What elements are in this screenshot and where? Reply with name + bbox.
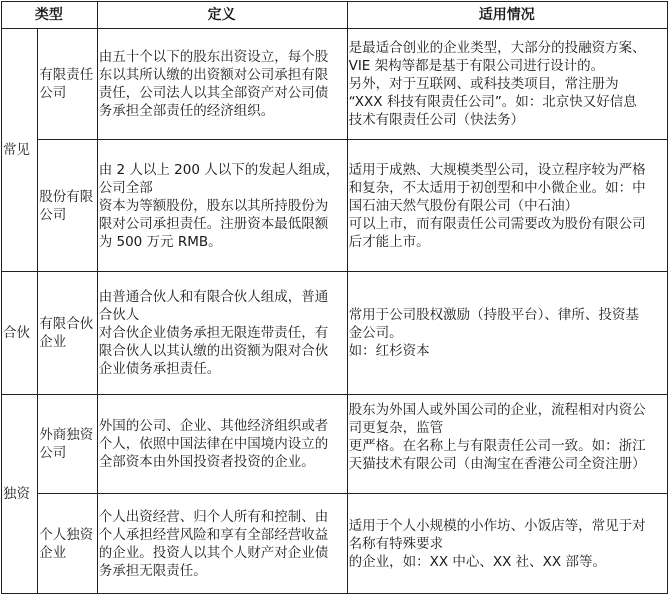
application-cell: 适用于个人小规模的小作坊、小饭店等，常见于对 名称有特殊要求 的企业，如：XX 中心、XX 社、XX 部等。 [347,494,667,594]
definition-cell: 个人出资经营、归个人所有和控制、由 个人承担经营风险和享有全部经营收益 的企业。投资人以其个人财产对企业债 务承担无限责任。 [97,494,347,594]
header-definition: 定义 [97,2,347,29]
definition-cell: 由五十个以下的股东出资设立，每个股 东以其所认缴的出资额对公司承担有限 责任，公司法人以其全部资产对公司债 务承担全部责任的经济组织。 [97,29,347,140]
subtype-cell: 外商独资 公司 [38,395,97,494]
definition-cell: 由 2 人以上 200 人以下的发起人组成， 公司全部 资本为等额股份，股东以其所持股份为 限对公司承担责任。注册资本最低限额 为 500 万元 RMB。 [97,140,347,272]
application-cell: 适用于成熟、大规模类型公司，设立程序较为严格 和复杂，不太适用于初创型和中小微企业。如：中 国石油天然气股份有限公司（中石油） 可以上市，而有限责任公司需要改为股份有限公司 后才能上市。 [347,140,667,272]
subtype-cell: 个人独资 企业 [38,494,97,594]
table-row [2,29,668,140]
category-cell: 独资 [2,395,38,594]
company-types-table [1,1,668,594]
table-row [2,395,668,494]
header-type: 类型 [2,2,98,29]
definition-cell: 由普通合伙人和有限合伙人组成，普通 合伙人 对合伙企业债务承担无限连带责任，有 限合伙人以其认缴的出资额为限对合伙 企业债务承担责任。 [97,272,347,395]
category-cell: 合伙 [2,272,38,395]
category-cell: 常见 [2,29,38,272]
application-cell: 常用于公司股权激励（持股平台）、律所、投资基 金公司。 如：红杉资本 [347,272,667,395]
subtype-cell: 有限合伙 企业 [38,272,97,395]
table-row [2,494,668,594]
header-row [2,2,668,29]
definition-cell: 外国的公司、企业、其他经济组织或者 个人，依照中国法律在中国境内设立的 全部资本由外国投资者投资的企业。 [97,395,347,494]
table-row [2,272,668,395]
subtype-cell: 股份有限 公司 [38,140,97,272]
application-cell: 是最适合创业的企业类型，大部分的投融资方案、 VIE 架构等都是基于有限公司进行设计的。 另外，对于互联网、或科技类项目，常注册为 “XXX 科技有限责任公司”。如：北京快又好信息 技术有限责任公司（快法务） [347,29,667,140]
table-row [2,140,668,272]
application-cell: 股东为外国人或外国公司的企业，流程相对内资公 司更复杂，监管 更严格。在名称上与有限责任公司一致。如：浙江 天猫技术有限公司（由淘宝在香港公司全资注册） [347,395,667,494]
header-application: 适用情况 [347,2,667,29]
subtype-cell: 有限责任 公司 [38,29,97,140]
